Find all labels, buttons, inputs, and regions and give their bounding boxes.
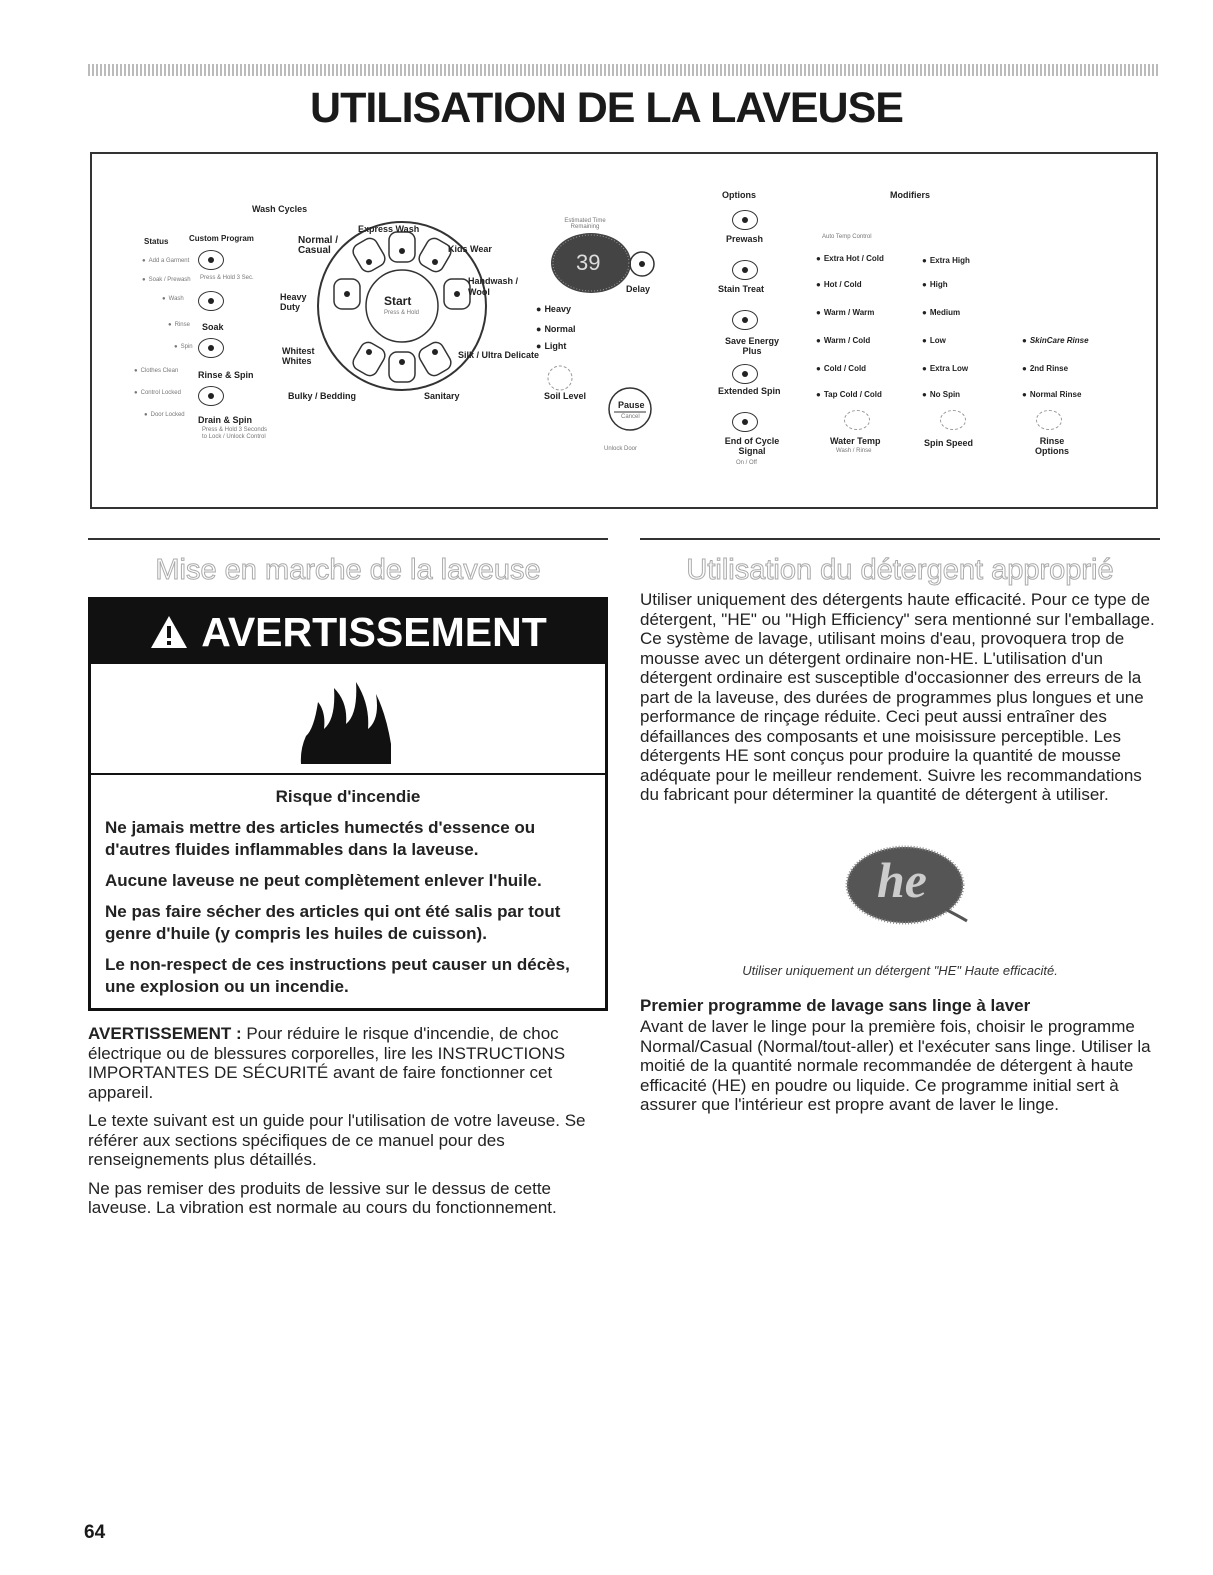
right-section-rule [640, 538, 1160, 540]
water-temp-label: Water Temp [830, 436, 881, 446]
save-energy-button[interactable] [732, 310, 758, 330]
cycle-bulky: Bulky / Bedding [288, 391, 357, 401]
on-off-label: On / Off [736, 460, 757, 466]
subheading: Premier programme de lavage sans linge à laver [640, 996, 1031, 1015]
custom-program-label: Custom Program [189, 234, 254, 243]
rinse-option: ● 2nd Rinse [1022, 364, 1068, 373]
warning-box [88, 597, 608, 1011]
left-heading: Mise en marche de la laveuse [155, 554, 541, 586]
status-label: Status [144, 237, 169, 246]
cycle-kids: Kids Wear [448, 244, 492, 254]
soil-level-label: Soil Level [544, 391, 587, 401]
rinse-option: ● Normal Rinse [1022, 390, 1081, 399]
spin-option: ● Extra High [922, 256, 970, 265]
temp-option: ● Extra Hot / Cold [816, 254, 884, 263]
end-of-cycle-label: End of Cycle Signal [724, 436, 780, 456]
start-button[interactable]: Start [384, 294, 412, 308]
cycle-heavy: Heavy Duty [280, 292, 307, 312]
cycle-sanitary: Sanitary [424, 391, 460, 401]
temp-option: ● Warm / Warm [816, 308, 874, 317]
est-time-label: Estimated Time Remaining [564, 218, 606, 230]
soil-heavy: ● Heavy [536, 304, 571, 314]
status-light: ● Rinse [168, 322, 190, 328]
warning-banner [91, 600, 605, 664]
drain-spin-label: Drain & Spin [198, 415, 253, 425]
end-of-cycle-button[interactable] [732, 412, 758, 432]
unlock-door-label: Unlock Door [604, 446, 638, 452]
status-light: ● Control Locked [134, 390, 181, 396]
save-energy-label: Save Energy Plus [724, 336, 780, 356]
fire-icon [296, 674, 396, 769]
warning-triangle-icon [149, 614, 189, 650]
paragraph: Avant de laver le linge pour la première fois, choisir le programme Normal/Casual (Normal/tout-aller) et l'exécuter sans linge. Utiliser la moitié de la quantité normale recommandée de détergent à haute efficacité (HE) en poudre ou liquide. Ce programme initial sert à assurer que l'intérieur est propre avant de laver le linge. [640, 1017, 1151, 1114]
warning-label: AVERTISSEMENT : [88, 1024, 242, 1043]
header-rule [88, 64, 1158, 76]
modifiers-heading: Modifiers [890, 190, 931, 200]
spin-speed-button[interactable] [940, 410, 966, 430]
spin-option: ● No Spin [922, 390, 960, 399]
temp-option: ● Cold / Cold [816, 364, 866, 373]
cycle-silk: Silk / Ultra Delicate [458, 350, 540, 360]
he-logo [845, 845, 970, 925]
spin-option: ● High [922, 280, 948, 289]
warning-line: Ne pas faire sécher des articles qui ont été salis par tout genre d'huile (y compris les huiles de cuisson). [105, 902, 561, 943]
page-number: 64 [84, 1522, 106, 1543]
options-heading: Options [722, 190, 756, 200]
cycle-handwash: Handwash / Wool [468, 276, 519, 297]
warning-line: Le non-respect de ces instructions peut causer un décès, une explosion ou un incendie. [105, 955, 570, 996]
cycle-express: Express Wash [358, 224, 420, 234]
status-light: ● Wash [162, 296, 184, 302]
paragraph: Le texte suivant est un guide pour l'utilisation de votre laveuse. Se référer aux sections spécifiques de ce manuel pour des renseignements plus détaillés. [88, 1111, 586, 1169]
spin-option: ● Extra Low [922, 364, 968, 373]
auto-temp-label: Auto Temp Control [822, 234, 872, 240]
logo-caption: Utiliser uniquement un détergent "HE" Haute efficacité. [742, 963, 1058, 978]
rinse-options-button[interactable] [1036, 410, 1062, 430]
page-title: UTILISATION DE LA LAVEUSE [310, 84, 903, 132]
delay-label: Delay [626, 284, 651, 294]
temp-option: ● Warm / Cold [816, 336, 870, 345]
spin-option: ● Medium [922, 308, 960, 317]
spin-option: ● Low [922, 336, 946, 345]
wash-rinse-label: Wash / Rinse [836, 448, 872, 454]
status-light: ● Clothes Clean [134, 368, 178, 374]
cycle-normal: Normal / Casual [298, 235, 339, 256]
paragraph: Ne pas remiser des produits de lessive sur le dessus de cette laveuse. La vibration est normale au cours du fonctionnement. [88, 1178, 557, 1217]
water-temp-button[interactable] [844, 410, 870, 430]
time-display: 39 [576, 250, 601, 275]
left-body [88, 1024, 608, 1218]
spin-speed-label: Spin Speed [924, 438, 974, 448]
temp-option: ● Tap Cold / Cold [816, 390, 882, 399]
rinse-options-label: Rinse Options [1035, 436, 1069, 456]
pause-button[interactable]: Pause [618, 400, 645, 410]
warning-line: Aucune laveuse ne peut complètement enlever l'huile. [105, 871, 542, 890]
temp-option: ● Hot / Cold [816, 280, 862, 289]
stain-treat-label: Stain Treat [718, 284, 765, 294]
control-panel-illustration [90, 152, 1158, 509]
stain-treat-button[interactable] [732, 260, 758, 280]
start-press-hold: Press & Hold [384, 310, 420, 316]
status-light: ● Spin [174, 344, 193, 350]
left-section-rule [88, 538, 608, 540]
right-heading: Utilisation du détergent approprié [686, 554, 1114, 586]
soil-normal: ● Normal [536, 324, 575, 334]
wash-cycles-label: Wash Cycles [252, 204, 308, 214]
soil-light: ● Light [536, 341, 566, 351]
warning-line: Ne jamais mettre des articles humectés d'essence ou d'autres fluides inflammables dans la laveuse. [105, 818, 536, 859]
rinse-option: ● SkinCare Rinse [1022, 336, 1089, 345]
paragraph: Utiliser uniquement des détergents haute efficacité. Pour ce type de détergent, "HE" ou "High Efficiency" sera mentionné sur l'emballage. Ce système de lavage, utilisant moins d'eau, provoquera trop de mousse avec un détergent ordinaire non-HE. L'utilisation d'un détergent ordinaire est susceptible d'occasionner des erreurs de la part de la laveuse, des durées de programmes plus longues et une performance de rinçage réduite. Ceci peut aussi entraîner des défaillances des composants et une moisissure perceptible. Les détergents HE sont conçus pour produire la quantité de mousse adéquate pour le meilleur rendement. Suivre les recommandations du fabricant pour déterminer la quantité de détergent à utiliser. [640, 590, 1155, 804]
press-hold-note: Press & Hold 3 Sec. [200, 275, 254, 281]
warning-banner-text: AVERTISSEMENT [201, 608, 547, 655]
prewash-label: Prewash [726, 234, 764, 244]
cycle-dial-icon [92, 154, 1156, 507]
status-light: ● Soak / Prewash [142, 277, 191, 283]
cancel-label: Cancel [621, 414, 640, 420]
soak-label: Soak [202, 322, 224, 332]
cycle-whitest: Whitest Whites [282, 346, 315, 366]
paragraph: Pour réduire le risque d'incendie, de choc électrique ou de blessures corporelles, lire les INSTRUCTIONS IMPORTANTES DE SÉCURITÉ avant de faire fonctionner cet appareil. [88, 1024, 566, 1102]
rinse-spin-label: Rinse & Spin [198, 370, 254, 380]
status-light: ● Door Locked [144, 412, 185, 418]
warning-risk: Risque d'incendie [275, 787, 421, 806]
status-light: ● Add a Garment [142, 258, 189, 264]
extended-spin-button[interactable] [732, 364, 758, 384]
lock-note: Press & Hold 3 Seconds to Lock / Unlock Control [202, 427, 268, 440]
extended-spin-label: Extended Spin [718, 386, 781, 396]
prewash-button[interactable] [732, 210, 758, 230]
warning-figure [91, 664, 605, 775]
he-logo-text: he [877, 852, 927, 908]
